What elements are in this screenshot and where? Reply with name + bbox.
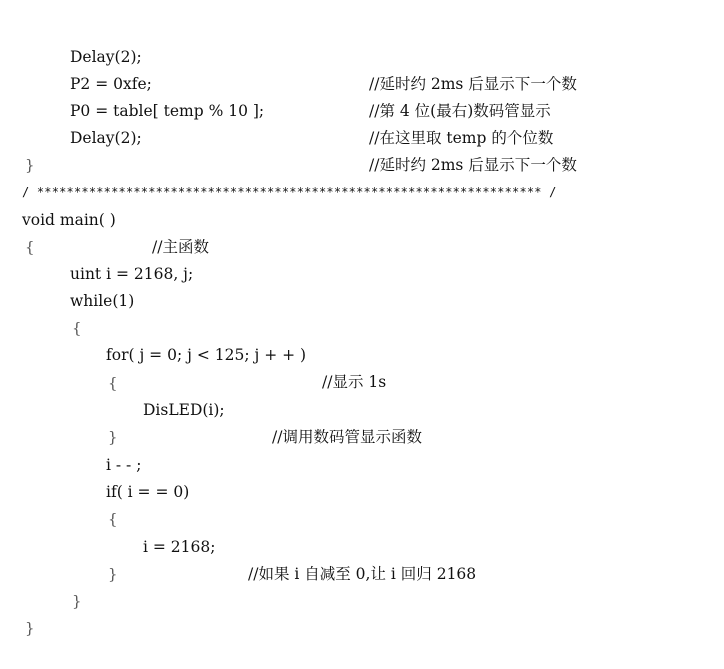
code-comment: //如果 i 自减至 0,让 i 回归 2168 (248, 565, 477, 583)
opening-brace: { (108, 510, 118, 528)
code-line (0, 452, 190, 501)
code-line (0, 425, 142, 474)
code-text: void main( ) (22, 211, 116, 229)
closing-brace: } (25, 156, 35, 174)
code-line (0, 288, 82, 337)
code-comment: //调用数码管显示函数 (272, 428, 422, 446)
code-line (0, 534, 118, 583)
code-text: P2 = 0xfe; (70, 75, 152, 93)
code-comment: //在这里取 temp 的个位数 (369, 129, 554, 147)
closing-brace: } (25, 619, 35, 637)
code-line (0, 561, 82, 610)
code-line (0, 343, 118, 392)
closing-brace: } (72, 592, 82, 610)
code-text: Delay(2); (70, 129, 142, 147)
code-comment: //显示 1s (322, 373, 387, 391)
opening-brace: { (25, 238, 35, 256)
code-text: if( i = = 0) (106, 483, 190, 501)
code-line (0, 315, 387, 391)
code-comment: //主函数 (152, 238, 209, 256)
code-text: P0 = table[ temp % 10 ]; (70, 102, 265, 120)
code-line (0, 397, 118, 446)
code-comment: //延时约 2ms 后显示下一个数 (369, 75, 577, 93)
code-line (0, 507, 477, 583)
code-line (0, 207, 35, 256)
opening-brace: { (108, 374, 118, 392)
code-comment: //延时约 2ms 后显示下一个数 (369, 156, 577, 174)
code-line (0, 125, 35, 174)
code-text: while(1) (70, 292, 135, 310)
code-text: for( j = 0; j < 125; j + + ) (106, 346, 307, 364)
code-comment: //第 4 位(最右)数码管显示 (369, 102, 551, 120)
separator-comment: / ******************************************************************** / (22, 185, 557, 199)
code-line (0, 588, 35, 637)
code-line (0, 479, 118, 528)
code-line (0, 180, 209, 256)
closing-brace: } (108, 565, 118, 583)
closing-brace: } (108, 428, 118, 446)
code-text: i = 2168; (143, 538, 216, 556)
code-text: i - - ; (106, 456, 142, 474)
opening-brace: { (72, 319, 82, 337)
code-text: Delay(2); (70, 48, 142, 66)
code-text: uint i = 2168, j; (70, 265, 194, 283)
code-text: DisLED(i); (143, 401, 225, 419)
